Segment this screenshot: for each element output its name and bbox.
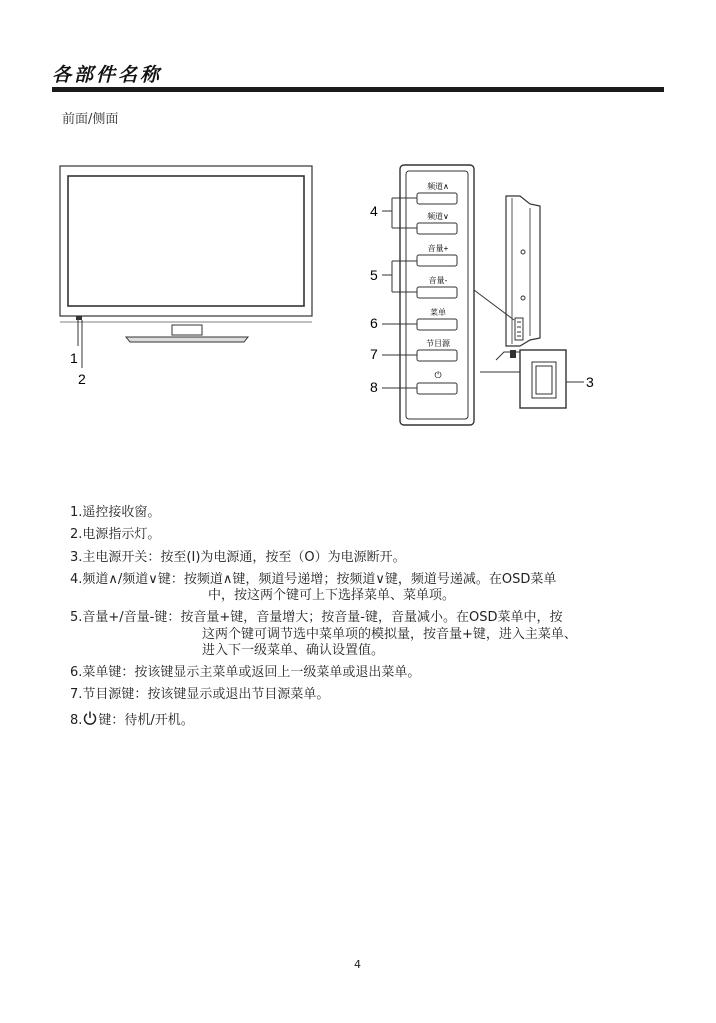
item-number: 4. (70, 571, 83, 587)
item-label: 菜单 (82, 665, 109, 680)
item-number: 1. (70, 505, 83, 520)
item-label: 频道∧/频道∨ (82, 571, 158, 587)
item-text: 键：按频道∧键，频道号递增；按频道∨键，频道号递减。在OSD菜单 (157, 571, 557, 587)
section-subtitle: 前面/侧面 (62, 112, 119, 127)
svg-text:菜单: 菜单 (430, 308, 446, 317)
svg-text:音量-: 音量- (428, 276, 448, 285)
callout-1: 1 (70, 350, 78, 366)
item-label: 音量+/音量- (82, 610, 155, 626)
item-label: 遥控接收窗。 (82, 505, 161, 520)
item-text-cont: 进入下一级菜单、确认设置值。 (202, 642, 385, 658)
panel-button-ch-down (417, 211, 457, 234)
callout-6: 6 (370, 315, 378, 331)
list-item (70, 572, 670, 605)
item-text: 键：按该键显示或退出节目源菜单。 (121, 687, 330, 703)
panel-button-power (417, 370, 457, 394)
parts-figure (0, 0, 716, 460)
item-label: 主电源开关 (82, 549, 148, 565)
item-label: 节目源 (82, 687, 122, 703)
item-number: 3. (70, 549, 83, 565)
list-item (70, 610, 670, 659)
svg-text:音量+: 音量+ (427, 244, 449, 253)
tv-side-drawing (480, 196, 584, 408)
page-title: 各部件名称 (52, 64, 163, 86)
item-text: 键：按该键显示主菜单或返回上一级菜单或退出菜单。 (108, 665, 421, 680)
panel-button-ch-up (417, 181, 457, 204)
svg-text:频道∧: 频道∧ (427, 182, 449, 191)
panel-button-vol-down (417, 275, 457, 298)
panel-button-source (417, 338, 457, 361)
tv-front-drawing (60, 166, 312, 368)
callout-7: 7 (370, 346, 378, 362)
item-number: 7. (70, 687, 83, 703)
panel-button-vol-up (417, 243, 457, 266)
button-panel-drawing (400, 165, 474, 425)
svg-text:节目源: 节目源 (426, 339, 450, 348)
callout-4: 4 (370, 203, 378, 219)
list-item (70, 550, 670, 566)
item-number: 5. (70, 610, 83, 626)
list-item (70, 527, 670, 543)
list-item (70, 505, 670, 521)
list-item (70, 710, 670, 729)
list-item (70, 665, 670, 681)
page-number: 4 (354, 958, 361, 971)
item-label: 电源指示灯。 (82, 527, 161, 543)
list-item (70, 687, 670, 703)
item-text-cont: 这两个键可调节选中菜单项的模拟量，按音量+键，进入主菜单、 (202, 626, 577, 642)
item-text: 键：待机/开机。 (98, 712, 194, 728)
callout-8: 8 (370, 379, 378, 395)
callout-5: 5 (370, 267, 378, 283)
power-icon (82, 710, 98, 726)
item-text: ：按至(Ⅰ)为电源通，按至（O）为电源断开。 (147, 549, 406, 565)
item-number: 2. (70, 527, 83, 543)
item-number: 8. (70, 712, 83, 728)
item-number: 6. (70, 665, 83, 680)
svg-text:频道∨: 频道∨ (427, 212, 449, 221)
item-text-cont: 中，按这两个键可上下选择菜单、菜单项。 (208, 588, 456, 603)
panel-button-menu (417, 307, 457, 330)
item-text: 键：按音量+键，音量增大；按音量-键，音量减小。在OSD菜单中，按 (154, 610, 563, 626)
parts-description-list (70, 505, 670, 735)
callout-3: 3 (586, 374, 594, 390)
svg-text:⏻: ⏻ (434, 370, 442, 380)
callout-2: 2 (78, 371, 86, 387)
